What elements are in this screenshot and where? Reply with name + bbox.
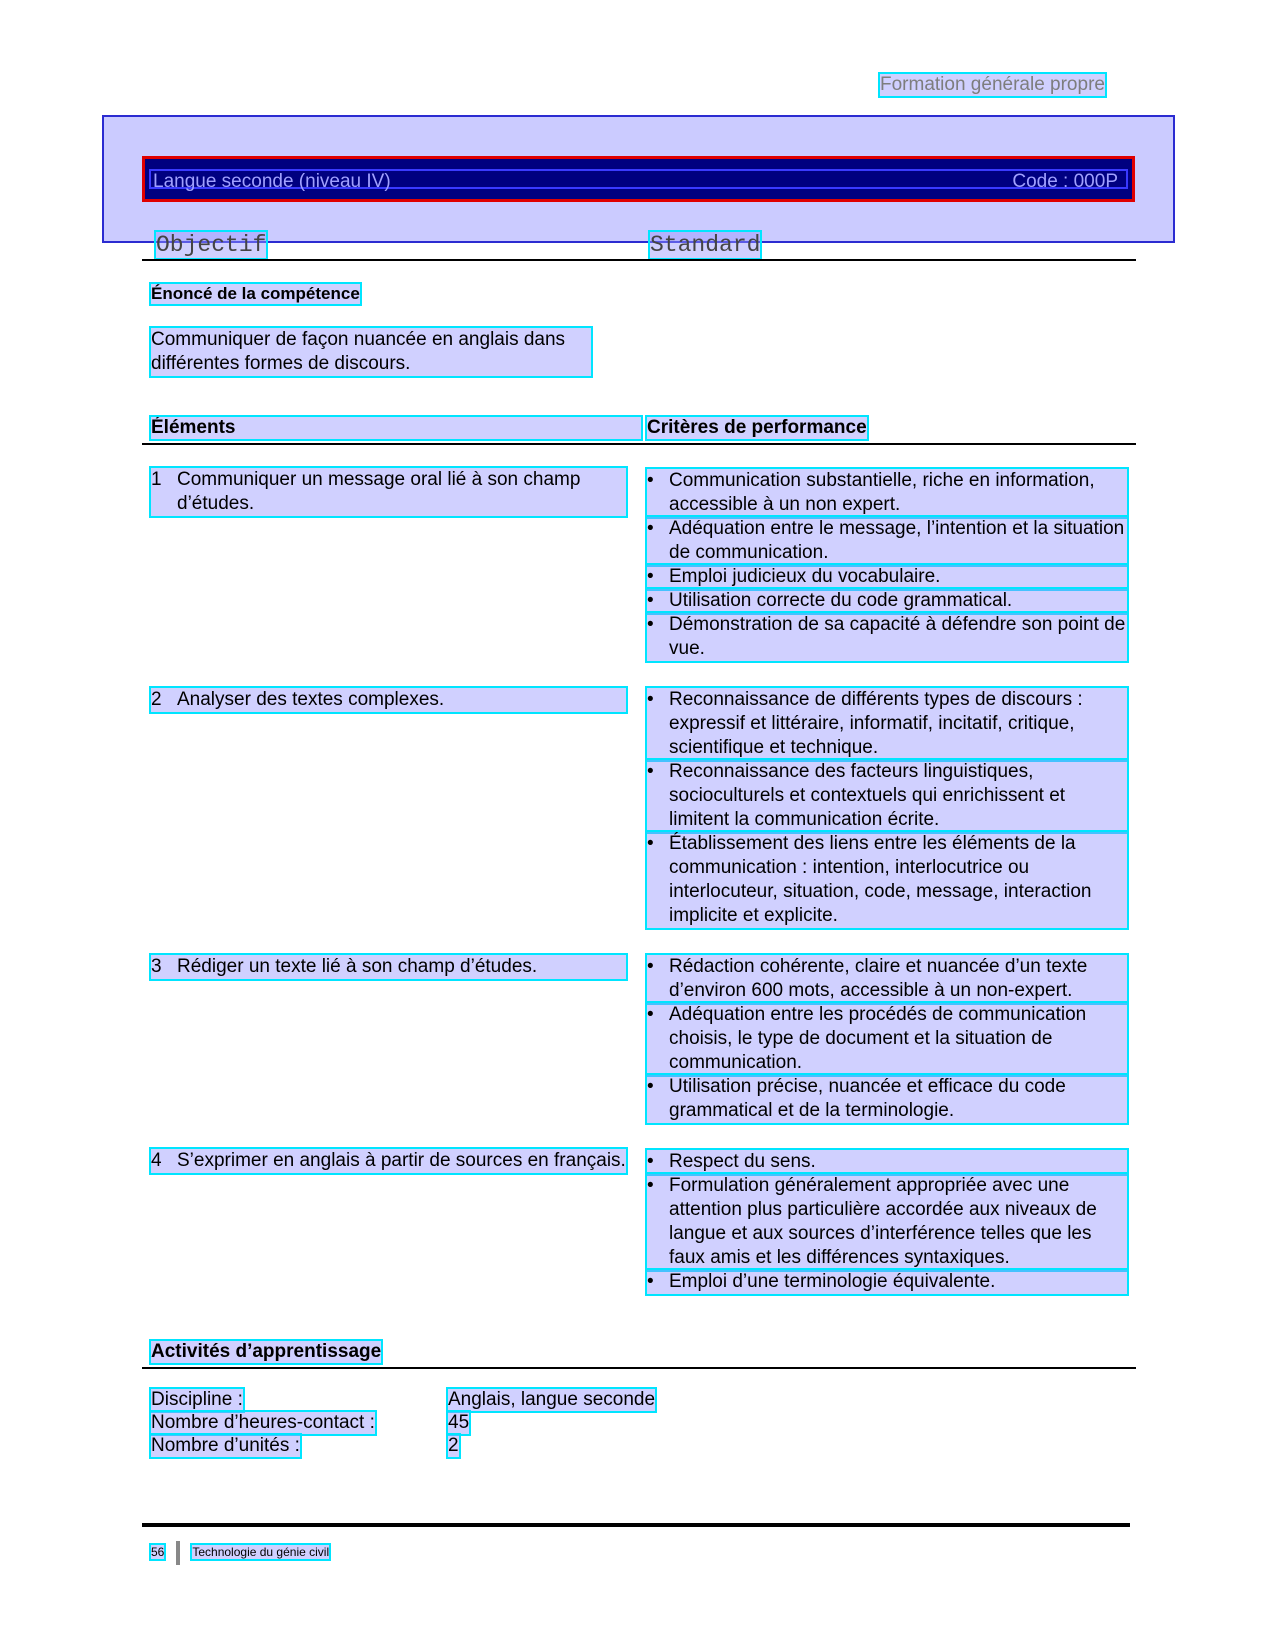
criterion-item: • Adéquation entre les procédés de communication choisis, le type de document et la situation de communication. bbox=[647, 1003, 1127, 1075]
meta-label: Nombre d’unités : bbox=[151, 1435, 300, 1456]
element-item bbox=[151, 955, 626, 979]
element-number: 4 bbox=[151, 1150, 162, 1171]
criterion-item: • Formulation généralement appropriée avec une attention plus particulière accordée aux niveaux de langue et aux sources d’interférence telles que les faux amis et les différences syntaxiques. bbox=[647, 1174, 1127, 1270]
element-text: S’exprimer en anglais à partir de sources en français. bbox=[177, 1150, 626, 1171]
element-item bbox=[151, 688, 626, 712]
meta-value: Anglais, langue seconde bbox=[448, 1389, 656, 1410]
element-item bbox=[151, 468, 626, 516]
meta-value: 2 bbox=[448, 1435, 459, 1456]
criteria-header: Critères de performance bbox=[647, 417, 867, 438]
element-number: 1 bbox=[151, 469, 162, 490]
element-text: Rédiger un texte lié à son champ d’études. bbox=[177, 956, 538, 977]
element-item bbox=[151, 1149, 626, 1173]
element-text: Communiquer un message oral lié à son champ d’études. bbox=[177, 469, 581, 514]
footer-separator bbox=[176, 1541, 180, 1565]
program-name: Technologie du génie civil bbox=[192, 1545, 330, 1560]
criteria-list bbox=[647, 688, 1127, 928]
criterion-item: • Adéquation entre le message, l’intention et la situation de communication. bbox=[647, 517, 1127, 565]
activities-heading: Activités d’apprentissage bbox=[151, 1341, 382, 1362]
criterion-item: • Reconnaissance des facteurs linguistiques, socioculturels et contextuels qui enrichissent et limitent la communication écrite. bbox=[647, 760, 1127, 832]
divider bbox=[142, 443, 1136, 445]
meta-label: Nombre d’heures-contact : bbox=[151, 1412, 375, 1433]
criterion-item: • Communication substantielle, riche en information, accessible à un non expert. bbox=[647, 469, 1127, 517]
running-header: Formation générale propre bbox=[880, 74, 1105, 95]
page-number: 56 bbox=[151, 1545, 165, 1560]
criterion-item: • Utilisation correcte du code grammatical. bbox=[647, 589, 1127, 613]
column-label-objectif: Objectif bbox=[156, 232, 267, 258]
page-footer bbox=[151, 1541, 329, 1565]
course-code: Code : 000P bbox=[1012, 171, 1118, 192]
divider bbox=[142, 1367, 1136, 1369]
criterion-item: • Reconnaissance de différents types de discours : expressif et littéraire, informatif, incitatif, critique, scientifique et technique. bbox=[647, 688, 1127, 760]
element-text: Analyser des textes complexes. bbox=[177, 689, 445, 710]
meta-value: 45 bbox=[448, 1412, 470, 1433]
element-number: 2 bbox=[151, 689, 162, 710]
criterion-item: • Respect du sens. bbox=[647, 1150, 1127, 1174]
column-label-standard: Standard bbox=[650, 232, 761, 258]
criterion-item: • Emploi judicieux du vocabulaire. bbox=[647, 565, 1127, 589]
footer-rule bbox=[142, 1523, 1130, 1527]
criteria-list bbox=[647, 469, 1127, 661]
criterion-item: • Utilisation précise, nuancée et efficace du code grammatical et de la terminologie. bbox=[647, 1075, 1127, 1123]
element-number: 3 bbox=[151, 956, 162, 977]
elements-header: Éléments bbox=[151, 417, 641, 439]
divider bbox=[142, 259, 1136, 261]
competence-heading: Énoncé de la compétence bbox=[151, 284, 360, 303]
criterion-item: • Établissement des liens entre les éléments de la communication : intention, interlocutrice ou interlocuteur, situation, code, message, interaction implicite et explicite. bbox=[647, 832, 1127, 928]
competence-text: Communiquer de façon nuancée en anglais dans différentes formes de discours. bbox=[151, 328, 591, 376]
criterion-item: • Rédaction cohérente, claire et nuancée d’un texte d’environ 600 mots, accessible à un non-expert. bbox=[647, 955, 1127, 1003]
criterion-item: • Démonstration de sa capacité à défendre son point de vue. bbox=[647, 613, 1127, 661]
meta-label: Discipline : bbox=[151, 1389, 243, 1410]
criteria-list bbox=[647, 955, 1127, 1123]
course-title-bar bbox=[142, 156, 1135, 202]
criterion-item: • Emploi d’une terminologie équivalente. bbox=[647, 1270, 1127, 1294]
course-title: Langue seconde (niveau IV) bbox=[153, 171, 391, 192]
criteria-list bbox=[647, 1150, 1127, 1294]
